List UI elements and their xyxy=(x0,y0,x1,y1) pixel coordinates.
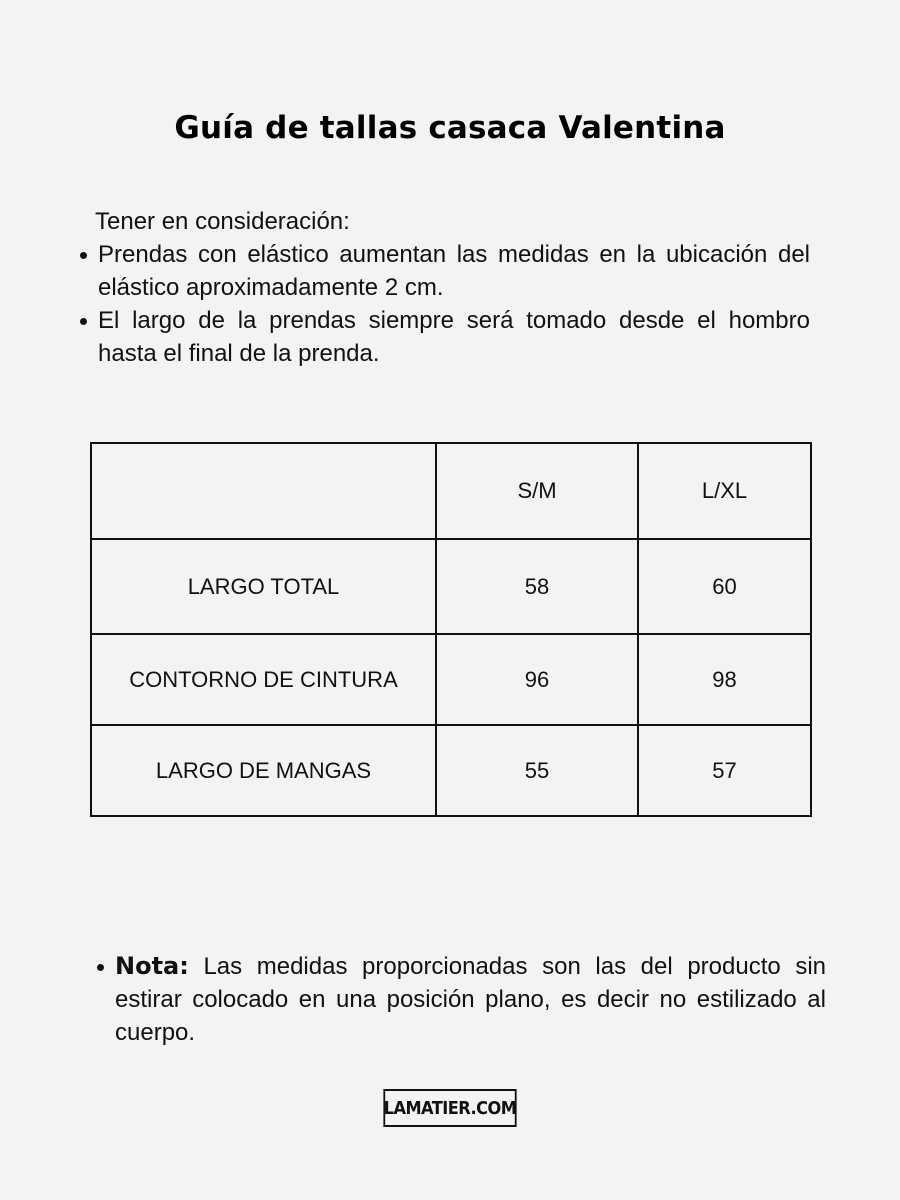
table-cell: 60 xyxy=(638,539,811,634)
table-cell: 58 xyxy=(436,539,638,634)
considerations-intro: Tener en consideración: xyxy=(95,208,350,235)
table-corner-cell xyxy=(91,443,436,539)
table-header-row xyxy=(91,443,811,539)
page-title: Guía de tallas casaca Valentina xyxy=(174,110,726,146)
table-cell: 98 xyxy=(638,634,811,725)
row-label: CONTORNO DE CINTURA xyxy=(91,634,436,725)
table-cell: 55 xyxy=(436,725,638,816)
list-item: El largo de la prendas siempre será tomado desde el hombro hasta el final de la prenda. xyxy=(75,304,810,370)
table-row xyxy=(91,725,811,816)
considerations-list xyxy=(75,238,810,370)
row-label: LARGO DE MANGAS xyxy=(91,725,436,816)
note-text: Las medidas proporcionadas son las del producto sin estirar colocado en una posición plano, es decir no estilizado al cuerpo. xyxy=(115,953,826,1046)
table-row xyxy=(91,634,811,725)
note-item xyxy=(93,950,826,1049)
brand-badge: LAMATIER.COM xyxy=(383,1089,516,1127)
row-label: LARGO TOTAL xyxy=(91,539,436,634)
column-header-sm: S/M xyxy=(436,443,638,539)
column-header-lxl: L/XL xyxy=(638,443,811,539)
table-cell: 57 xyxy=(638,725,811,816)
table-row xyxy=(91,539,811,634)
note-label: Nota: xyxy=(115,952,189,980)
size-table xyxy=(90,442,812,817)
table-cell: 96 xyxy=(436,634,638,725)
list-item: Prendas con elástico aumentan las medidas en la ubicación del elástico aproximadamente 2 cm. xyxy=(75,238,810,304)
note-list xyxy=(93,950,826,1049)
